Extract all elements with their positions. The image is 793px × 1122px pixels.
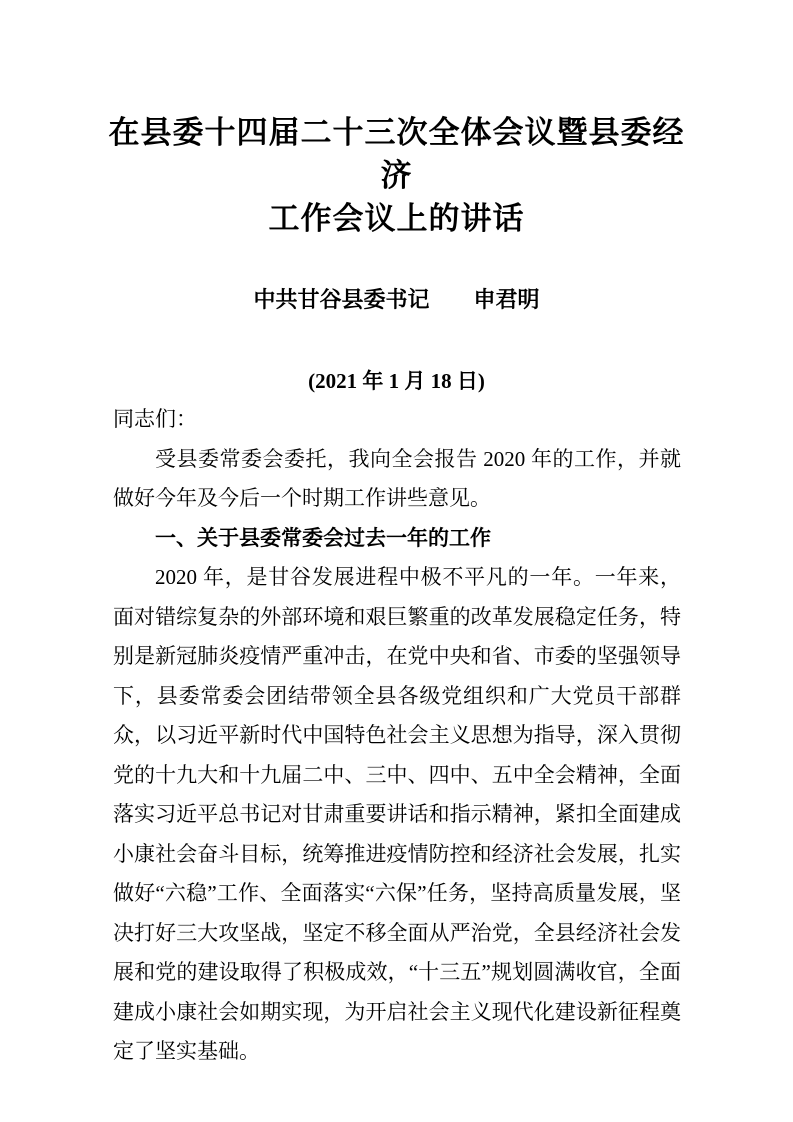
paragraph: 2020 年，是甘谷发展进程中极不平凡的一年。一年来，面对错综复杂的外部环境和艰巨繁重的改革发展稳定任务，特别是新冠肺炎疫情严重冲击，在党中央和省、市委的坚强领导下，县委常委会团结带领全县各级党组织和广大党员干部群众，以习近平新时代中国特色社会主义思想为指导，深入贯彻党的十九大和十九届二中、三中、四中、五中全会精神，全面落实习近平总书记对甘肃重要讲话和指示精神，紧扣全面建成小康社会奋斗目标，统筹推进疫情防控和经济社会发展，扎实做好“六稳”工作、全面落实“六保”任务，坚持高质量发展，坚决打好三大攻坚战，坚定不移全面从严治党，全县经济社会发展和党的建设取得了积极成效，“十三五”规划圆满收官，全面建成小康社会如期实现，为开启社会主义现代化建设新征程奠定了坚实基础。 bbox=[113, 565, 681, 1063]
document-body bbox=[113, 400, 681, 1072]
date-line: (2021 年 1 月 18 日) bbox=[308, 369, 485, 393]
document-title-line-1: 在县委十四届二十三次全体会议暨县委经济 bbox=[108, 115, 685, 193]
section-heading: 一、关于县委常委会过去一年的工作 bbox=[155, 526, 491, 550]
document-title bbox=[95, 111, 699, 240]
author-byline: 中共甘谷县委书记 申君明 bbox=[253, 287, 540, 312]
paragraph: 受县委常委会委托，我向全会报告 2020 年的工作，并就做好今年及今后一个时期工作讲些意见。 bbox=[113, 446, 681, 510]
salutation: 同志们： bbox=[113, 407, 197, 431]
document-title-line-2: 工作会议上的讲话 bbox=[268, 201, 525, 236]
